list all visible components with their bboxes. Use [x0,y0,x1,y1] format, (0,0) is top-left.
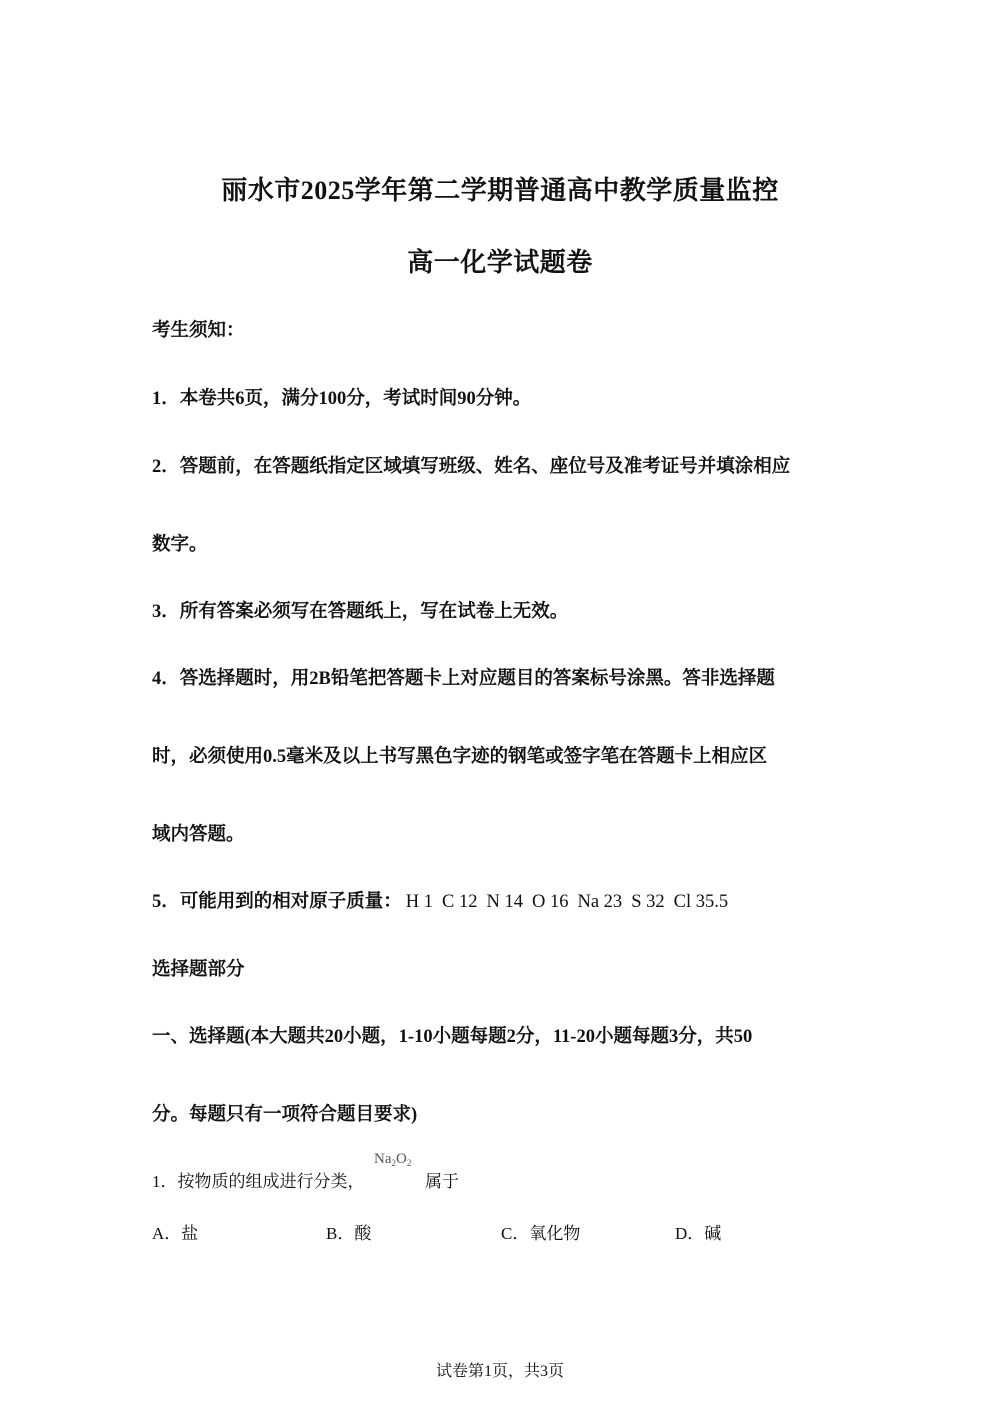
atomic-mass-n: N 14 [486,892,523,912]
notice-atomic-masses [152,887,872,913]
question-1-stem-tail: 属于 [425,1172,459,1191]
section-heading: 选择题部分 [152,960,245,980]
notice-line: 数字。 [152,535,208,555]
notice-line: 1．本卷共6页，满分100分，考试时间90分钟。 [152,389,532,409]
part1-heading-line2: 分。每题只有一项符合题目要求) [152,1105,418,1125]
notice-line: 3．所有答案必须写在答题纸上，写在试卷上无效。 [152,602,569,622]
notice-line: 2．答题前，在答题纸指定区域填写班级、姓名、座位号及准考证号并填涂相应 [152,457,791,477]
question-1-option-b: B．酸 [326,1224,372,1243]
exam-subtitle: 高一化学试题卷 [407,248,593,277]
notice-line: 4．答选择题时，用2B铅笔把答题卡上对应题目的答案标号涂黑。答非选择题 [152,669,775,689]
atomic-mass-cl: Cl 35.5 [673,892,729,912]
question-1-option-a: A．盐 [152,1224,199,1243]
question-1-option-c: C．氧化物 [501,1224,581,1243]
atomic-mass-s: S 32 [631,892,665,912]
exam-title: 丽水市2025学年第二学期普通高中教学质量监控 [221,176,779,205]
atomic-mass-o: O 16 [531,892,569,912]
page-footer: 试卷第1页，共3页 [435,1363,564,1380]
notice-atomic-masses-label: 5．可能用到的相对原子质量： [152,892,402,912]
notice-line: 域内答题。 [152,825,245,845]
atomic-mass-c: C 12 [442,892,478,912]
notice-heading: 考生须知： [152,321,245,341]
question-1-option-d: D．碱 [675,1224,722,1243]
atomic-mass-list [406,892,737,912]
question-1-formula: $Na_2O_2$ [374,1151,412,1168]
notice-line: 时，必须使用0.5毫米及以上书写黑色字迹的钢笔或签字笔在答题卡上相应区 [152,747,768,767]
part1-heading-line1: 一、选择题(本大题共20小题，1-10小题每题2分，11-20小题每题3分，共50 [152,1027,753,1047]
atomic-mass-h: H 1 [405,892,434,912]
question-1-stem: 1．按物质的组成进行分类， [152,1172,365,1191]
atomic-mass-na: Na 23 [577,892,623,912]
